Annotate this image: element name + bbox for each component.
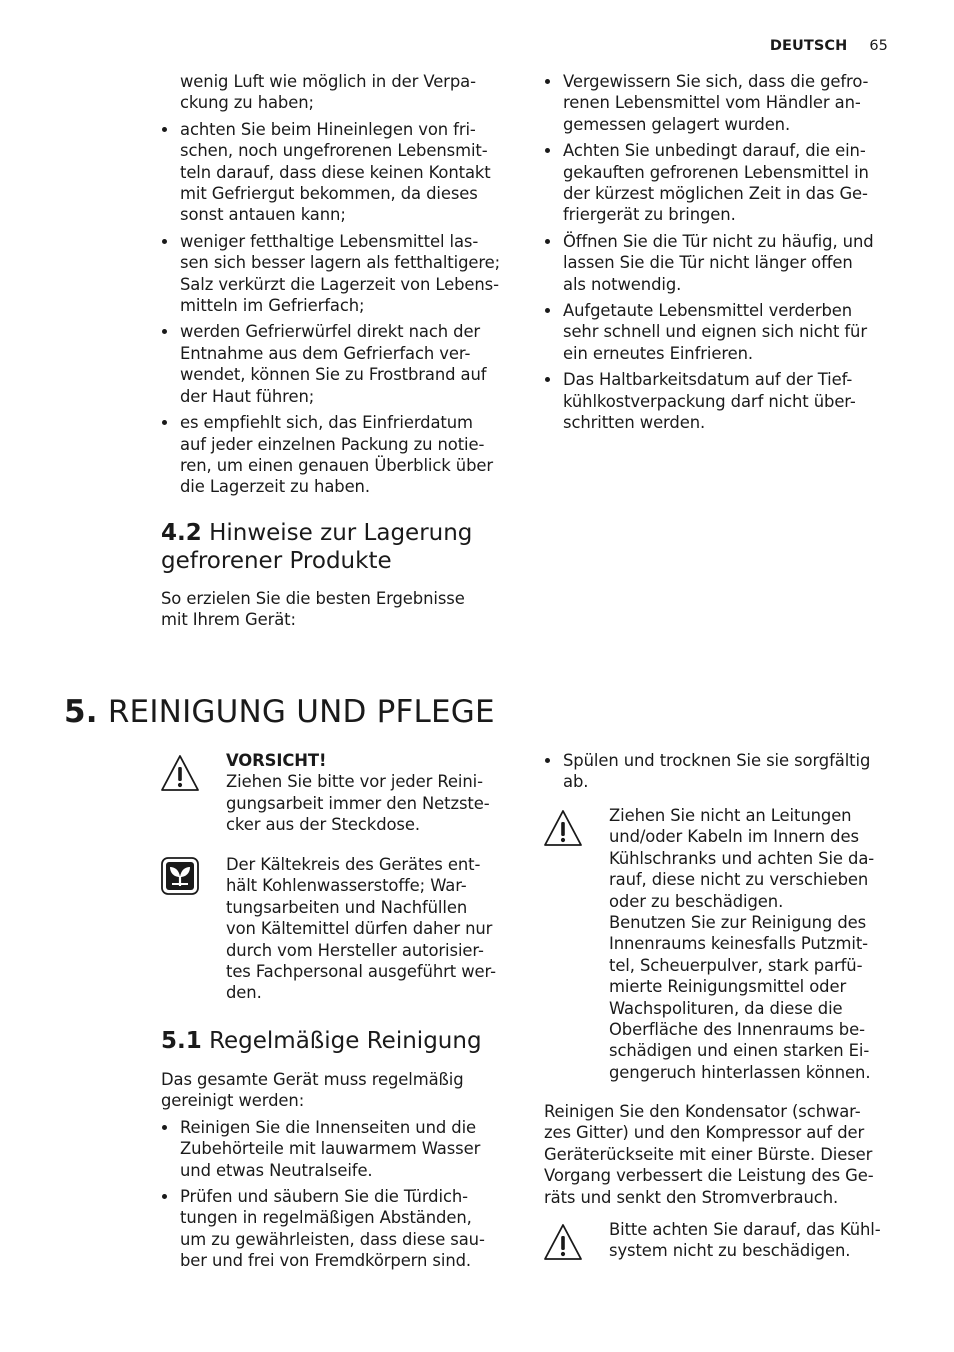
list-item: Spülen und trocknen Sie sie sorgfältig ab.	[544, 750, 904, 793]
section-5-1-body	[161, 1069, 521, 1277]
storage-tips-list	[161, 119, 521, 498]
environment-plant-icon	[160, 856, 200, 896]
warning-text-cooling-system: Bitte achten Sie darauf, das Kühl- system nicht zu beschädigen.	[609, 1220, 881, 1261]
bullet-icon	[545, 79, 550, 84]
list-item: Aufgetaute Lebensmittel verderben sehr schnell und eignen sich nicht für ein erneutes Einfrieren.	[544, 300, 904, 364]
frozen-products-list	[544, 71, 904, 434]
bullet-icon	[545, 239, 550, 244]
warning-text-cables: Ziehen Sie nicht an Leitungen und/oder Kabeln im Innern des Kühlschranks und achten Sie da- rauf, diese nicht zu verschieben oder zu beschädigen. Benutzen Sie zur Reinigung des Innenraums keinesfalls Putzmit- tel, Scheuerpulver, stark parfü- mierte Reinigungsmittel oder Wachspolituren, da diese die Oberfläche des Innenraums be- schädigen und einen starken Ei- gengeruch hinterlassen können.	[609, 806, 875, 1082]
caution-label: VORSICHT!	[226, 751, 327, 770]
list-item: Achten Sie unbedingt darauf, die ein- gekauften gefrorenen Lebensmittel in der kürzest möglichen Zeit in das Ge- friergerät zu bringen.	[544, 140, 904, 226]
list-item: werden Gefrierwürfel direkt nach der Entnahme aus dem Gefrierfach ver- wendet, können Sie zu Frostbrand auf der Haut führen;	[161, 321, 521, 407]
cleaning-list	[161, 1117, 521, 1272]
bullet-icon	[162, 239, 167, 244]
chapter-heading	[64, 694, 884, 730]
list-item: Reinigen Sie die Innenseiten und die Zubehörteile mit lauwarmem Wasser und etwas Neutralseife.	[161, 1117, 521, 1181]
bullet-icon	[162, 127, 167, 132]
bullet-icon	[162, 329, 167, 334]
list-item: Prüfen und säubern Sie die Türdich- tungen in regelmäßigen Abständen, um zu gewährleisten, dass diese sau- ber und frei von Fremdkörpern sind.	[161, 1186, 521, 1272]
warning-triangle-icon	[160, 753, 200, 793]
section-title: Regelmäßige Reinigung	[209, 1028, 482, 1054]
language-label: DEUTSCH	[769, 38, 848, 54]
page-number: 65	[869, 38, 888, 54]
bullet-icon	[545, 148, 550, 153]
chapter-number: 5.	[64, 694, 98, 730]
continued-text: wenig Luft wie möglich in der Verpa- ckung zu haben;	[180, 72, 476, 113]
section-heading-4-2	[161, 519, 521, 575]
caution-block	[226, 750, 526, 836]
page-header	[770, 38, 888, 54]
chapter-title: REINIGUNG UND PFLEGE	[107, 694, 495, 730]
list-item: es empfiehlt sich, das Einfrierdatum auf jeder einzelnen Packung zu notie- ren, um einen genauen Überblick über die Lagerzeit zu haben.	[161, 412, 521, 498]
bullet-icon	[545, 308, 550, 313]
list-item: Das Haltbarkeitsdatum auf der Tief- kühlkostverpackung darf nicht über- schritten werden.	[544, 369, 904, 433]
bullet-icon	[162, 1125, 167, 1130]
list-item: Vergewissern Sie sich, dass die gefro- renen Lebensmittel vom Händler an- gemessen gelagert wurden.	[544, 71, 904, 135]
warning-triangle-icon	[543, 1222, 583, 1262]
section-title: Hinweise zur Lagerung gefrorener Produkte	[161, 520, 473, 574]
caution-text: Ziehen Sie bitte vor jeder Reini- gungsarbeit immer den Netzste- cker aus der Steckdose.	[226, 772, 490, 835]
list-item: achten Sie beim Hineinlegen von fri- schen, noch ungefrorenen Lebensmit- teln darauf, dass diese keinen Kontakt mit Gefriergut bekommen, da dieses sonst antauen kann;	[161, 119, 521, 226]
section-heading-5-1	[161, 1027, 521, 1055]
bullet-icon	[545, 377, 550, 382]
list-item: Öffnen Sie die Tür nicht zu häufig, und lassen Sie die Tür nicht länger offen als notwendig.	[544, 231, 904, 295]
right-bottom-list	[544, 750, 904, 798]
condenser-paragraph: Reinigen Sie den Kondensator (schwar- zes Gitter) und den Kompressor auf der Geräterückseite mit einer Bürste. Dieser Vorgang verbessert die Leistung des Ge- räts und senkt den Stromverbrauch.	[544, 1102, 874, 1207]
list-item: weniger fetthaltige Lebensmittel las- sen sich besser lagern als fetthaltigere; Salz verkürzt die Lagerzeit von Lebens- mitteln im Gefrierfach;	[161, 231, 521, 317]
rinse-list	[544, 750, 904, 793]
bullet-icon	[162, 420, 167, 425]
section-number: 5.1	[161, 1028, 202, 1054]
section-intro: So erzielen Sie die besten Ergebnisse mit Ihrem Gerät:	[161, 589, 465, 630]
warning-triangle-icon	[543, 808, 583, 848]
section-intro: Das gesamte Gerät muss regelmäßig gereinigt werden:	[161, 1070, 464, 1111]
bullet-icon	[545, 758, 550, 763]
right-top-block	[544, 71, 904, 439]
environment-note: Der Kältekreis des Gerätes ent- hält Kohlenwasserstoffe; War- tungsarbeiten und Nachfüllen von Kältemittel dürfen daher nur durch vom Hersteller autorisier- tes Fachpersonal ausgeführt wer- den.	[226, 855, 496, 1003]
left-top-block	[161, 71, 521, 503]
bullet-icon	[162, 1194, 167, 1199]
section-number: 4.2	[161, 520, 202, 546]
